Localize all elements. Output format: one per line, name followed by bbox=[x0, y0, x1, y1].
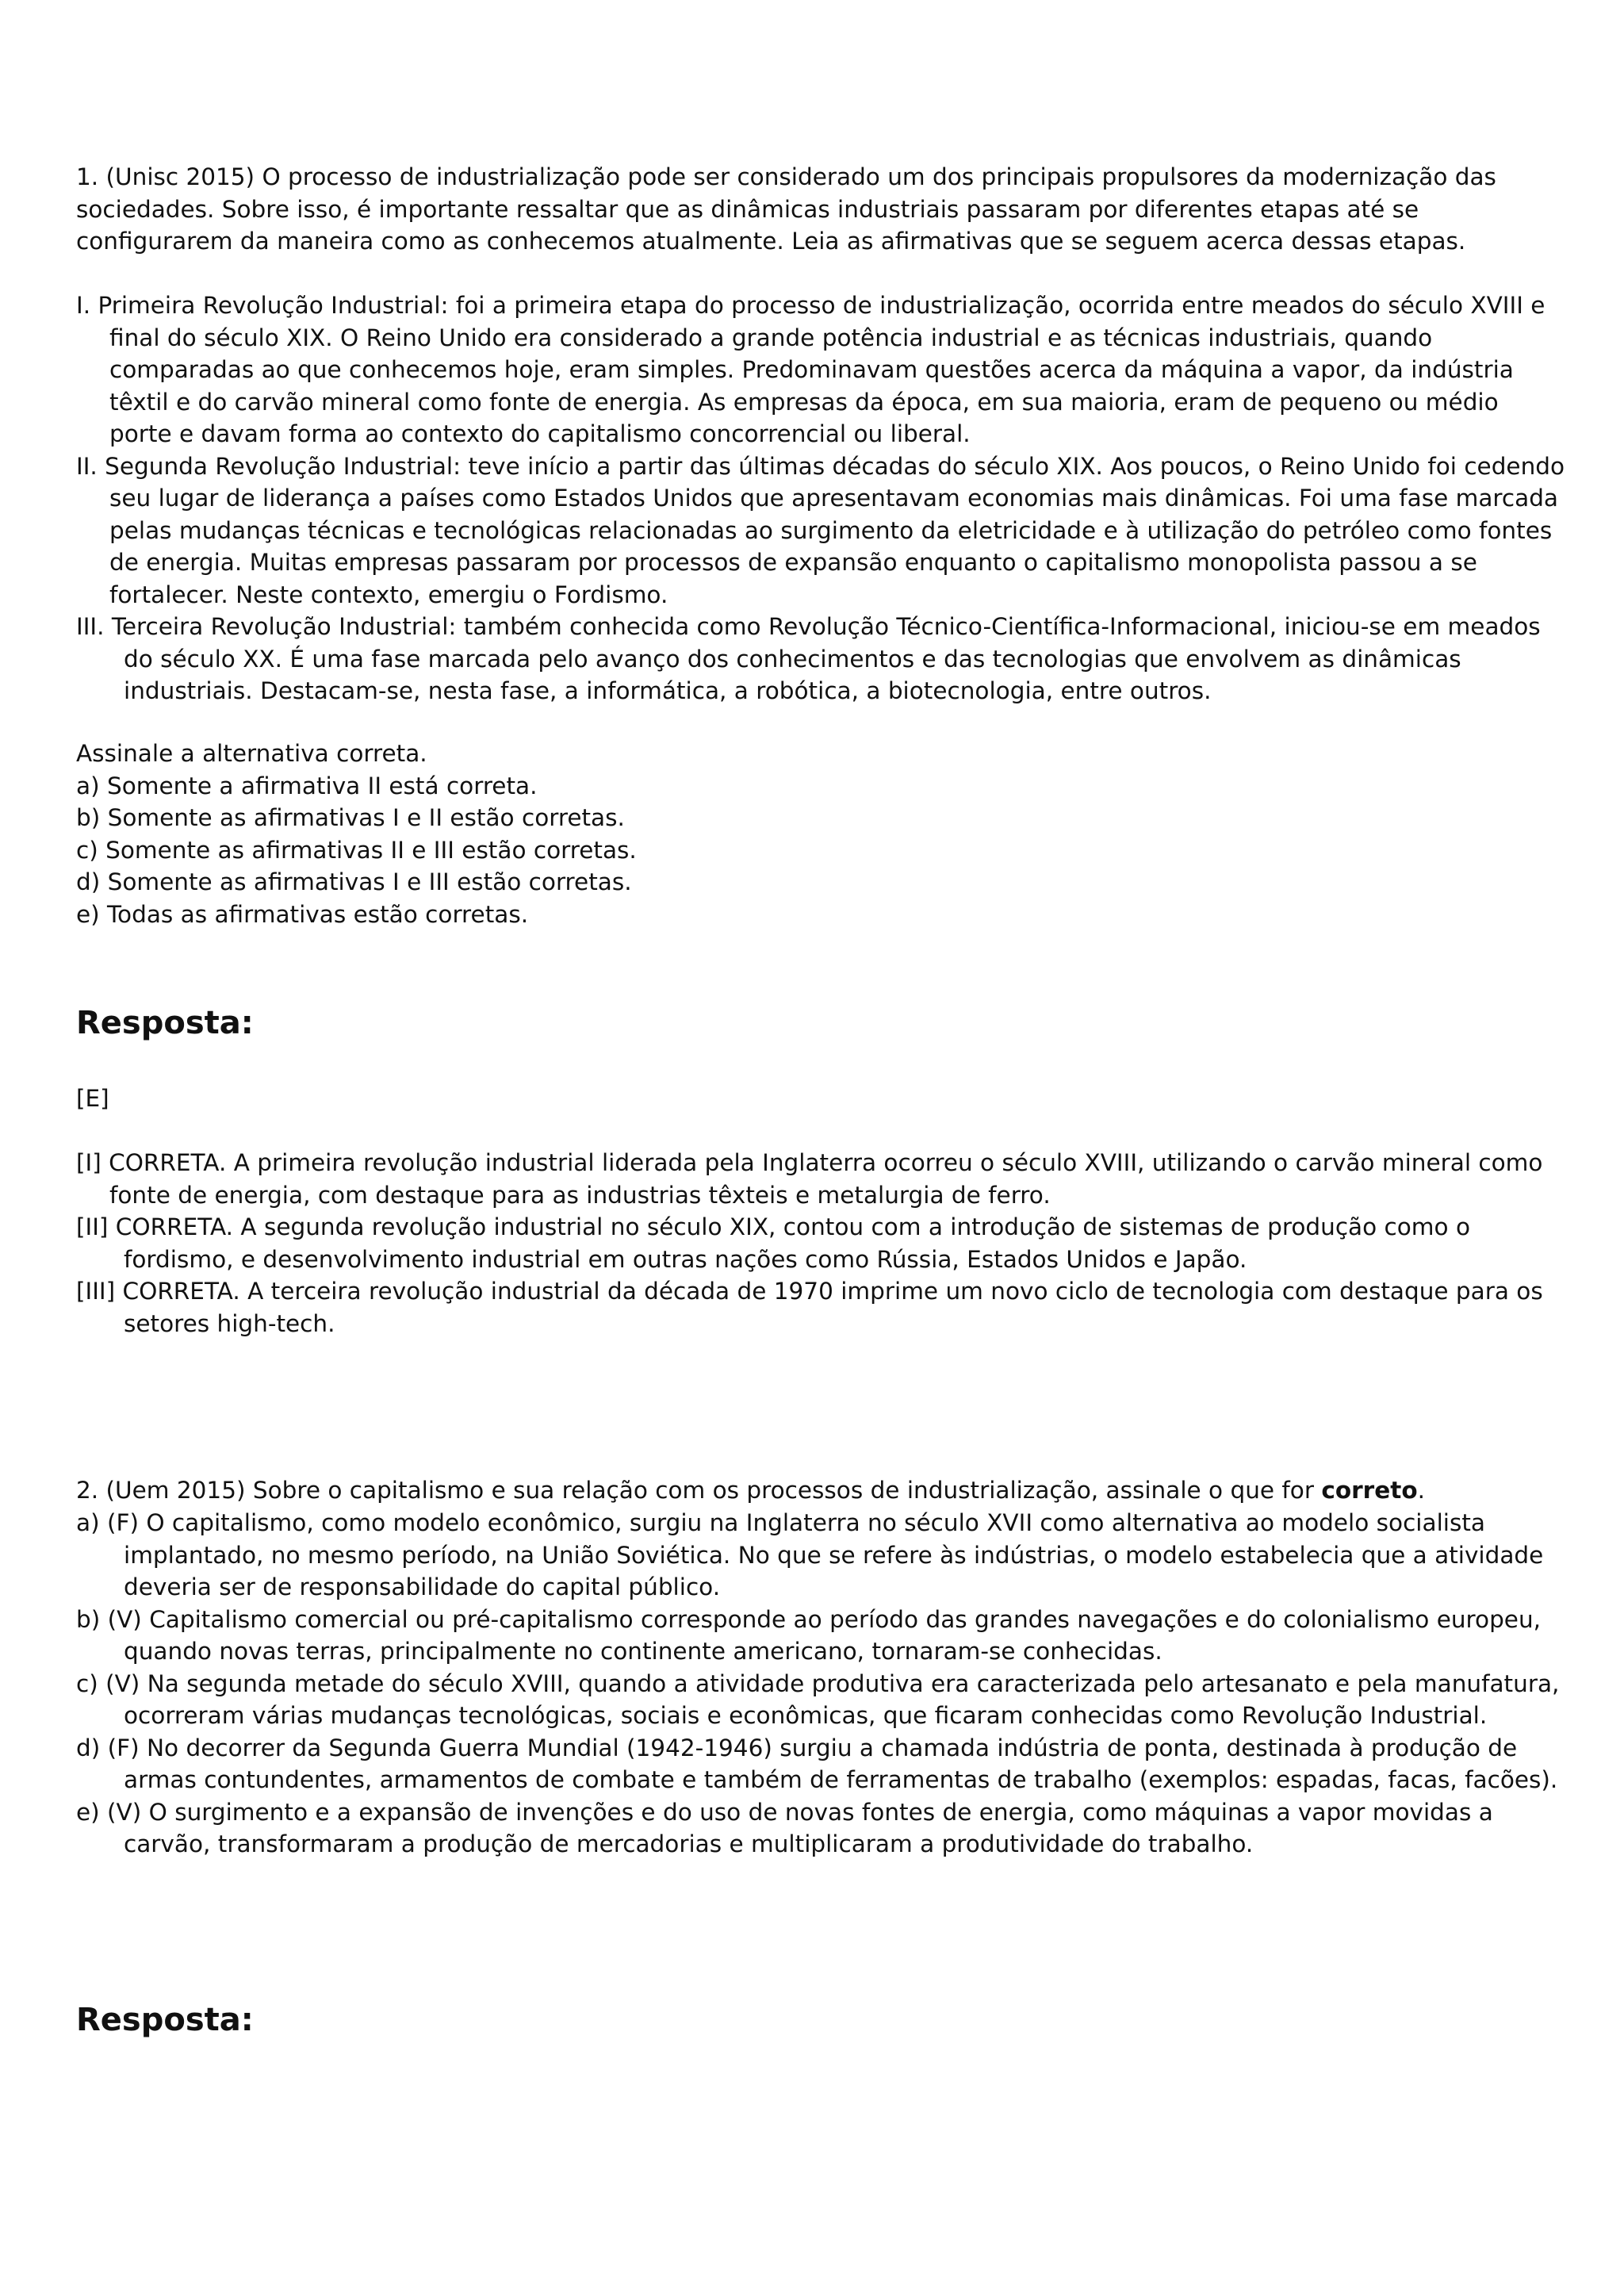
question-1-response-heading: Resposta: bbox=[76, 1005, 254, 1041]
question-2-intro-emphasis: correto bbox=[1321, 1477, 1418, 1504]
question-1-intro: 1. (Unisc 2015) O processo de industrialização pode ser considerado um dos principais propulsores da modernização das sociedades. Sobre isso, é importante ressaltar que as dinâmicas industriais passaram por diferentes etapas até se configurarem da maneira como as conhecemos atualmente. Leia as afirmativas que se seguem acerca dessas etapas. bbox=[76, 163, 1496, 255]
q2-option-b: b) (V) Capitalismo comercial ou pré-capitalismo corresponde ao período das grandes navegações e do colonialismo europeu, quando novas terras, principalmente no continente americano, tornaram-se conhecidas. bbox=[76, 1605, 1542, 1665]
statement-i: I. Primeira Revolução Industrial: foi a primeira etapa do processo de industrialização, ocorrida entre meados do século XVIII e final do século XIX. O Reino Unido era considerado a grande potência industrial e as técnicas industriais, quando comparadas ao que conhecemos hoje, eram simples. Predominavam questões acerca da máquina a vapor, da indústria têxtil e do carvão mineral como fonte de energia. As empresas da época, em sua maioria, eram de pequeno ou médio porte e davam forma ao contexto do capitalismo concorrencial ou liberal. bbox=[76, 292, 1545, 447]
q2-option-a: a) (F) O capitalismo, como modelo econômico, surgiu na Inglaterra no século XVII como alternativa ao modelo socialista implantado, no mesmo período, na União Soviética. No que se refere às indústrias, o modelo estabelecia que a atividade deveria ser de responsabilidade do capital público. bbox=[76, 1509, 1544, 1600]
q2-option-c: c) (V) Na segunda metade do século XVIII, quando a atividade produtiva era caracterizada pelo artesanato e pela manufatura, ocorreram várias mudanças tecnológicas, sociais e econômicas, que ficaram conhecidas como Revolução Industrial. bbox=[76, 1669, 1560, 1729]
explanation-ii: [II] CORRETA. A segunda revolução industrial no século XIX, contou com a introdução de sistemas de produção como o fordismo, e desenvolvimento industrial em outras nações como Rússia, Estados Unidos e Japão. bbox=[76, 1213, 1471, 1273]
statement-ii: II. Segunda Revolução Industrial: teve início a partir das últimas décadas do século XIX. Aos poucos, o Reino Unido foi cedendo seu lugar de liderança a países como Estados Unidos que apresentavam economias mais dinâmicas. Foi uma fase marcada pelas mudanças técnicas e tecnológicas relacionadas ao surgimento da eletricidade e à utilização do petróleo como fontes de energia. Muitas empresas passaram por processos de expansão enquanto o capitalismo monopolista passou a se fortalecer. Neste contexto, emergiu o Fordismo. bbox=[76, 452, 1565, 608]
q2-option-e: e) (V) O surgimento e a expansão de invenções e do uso de novas fontes de energia, como máquinas a vapor movidas a carvão, transformaram a produção de mercadorias e multiplicaram a produtividade do trabalho. bbox=[76, 1798, 1493, 1857]
question-2-intro-text: 2. (Uem 2015) Sobre o capitalismo e sua relação com os processos de industrialização, assinale o que for bbox=[76, 1477, 1314, 1504]
question-1-explanations bbox=[76, 1147, 1567, 1340]
question-1-statements bbox=[76, 289, 1567, 707]
question-1 bbox=[76, 161, 1567, 258]
question-1-prompt: Assinale a alternativa correta. bbox=[76, 740, 427, 767]
question-2-intro bbox=[76, 1474, 1567, 1507]
question-2-intro-end: . bbox=[1417, 1477, 1425, 1504]
option-d: d) Somente as afirmativas I e III estão corretas. bbox=[76, 868, 632, 895]
question-2-response-heading: Resposta: bbox=[76, 2002, 254, 2038]
option-a: a) Somente a afirmativa II está correta. bbox=[76, 772, 538, 799]
option-e: e) Todas as afirmativas estão corretas. bbox=[76, 900, 529, 928]
option-b: b) Somente as afirmativas I e II estão corretas. bbox=[76, 804, 625, 831]
statement-iii: III. Terceira Revolução Industrial: também conhecida como Revolução Técnico-Científica-Informacional, iniciou-se em meados do século XX. É uma fase marcada pelo avanço dos conhecimentos e das tecnologias que envolvem as dinâmicas industriais. Destacam-se, nesta fase, a informática, a robótica, a biotecnologia, entre outros. bbox=[76, 613, 1541, 704]
question-2-options bbox=[76, 1507, 1567, 1861]
explanation-iii: [III] CORRETA. A terceira revolução industrial da década de 1970 imprime um novo ciclo de tecnologia com destaque para os setores high-tech. bbox=[76, 1278, 1543, 1337]
option-c: c) Somente as afirmativas II e III estão corretas. bbox=[76, 836, 637, 864]
explanation-i: [I] CORRETA. A primeira revolução industrial liderada pela Inglaterra ocorreu o século XVIII, utilizando o carvão mineral como fonte de energia, com destaque para as industrias têxteis e metalurgia de ferro. bbox=[76, 1149, 1543, 1209]
q2-option-d: d) (F) No decorrer da Segunda Guerra Mundial (1942-1946) surgiu a chamada indústria de ponta, destinada à produção de armas contundentes, armamentos de combate e também de ferramentas de trabalho (exemplos: espadas, facas, facões). bbox=[76, 1734, 1558, 1793]
question-1-answer-key: [E] bbox=[76, 1085, 109, 1112]
question-1-options bbox=[76, 738, 1567, 930]
